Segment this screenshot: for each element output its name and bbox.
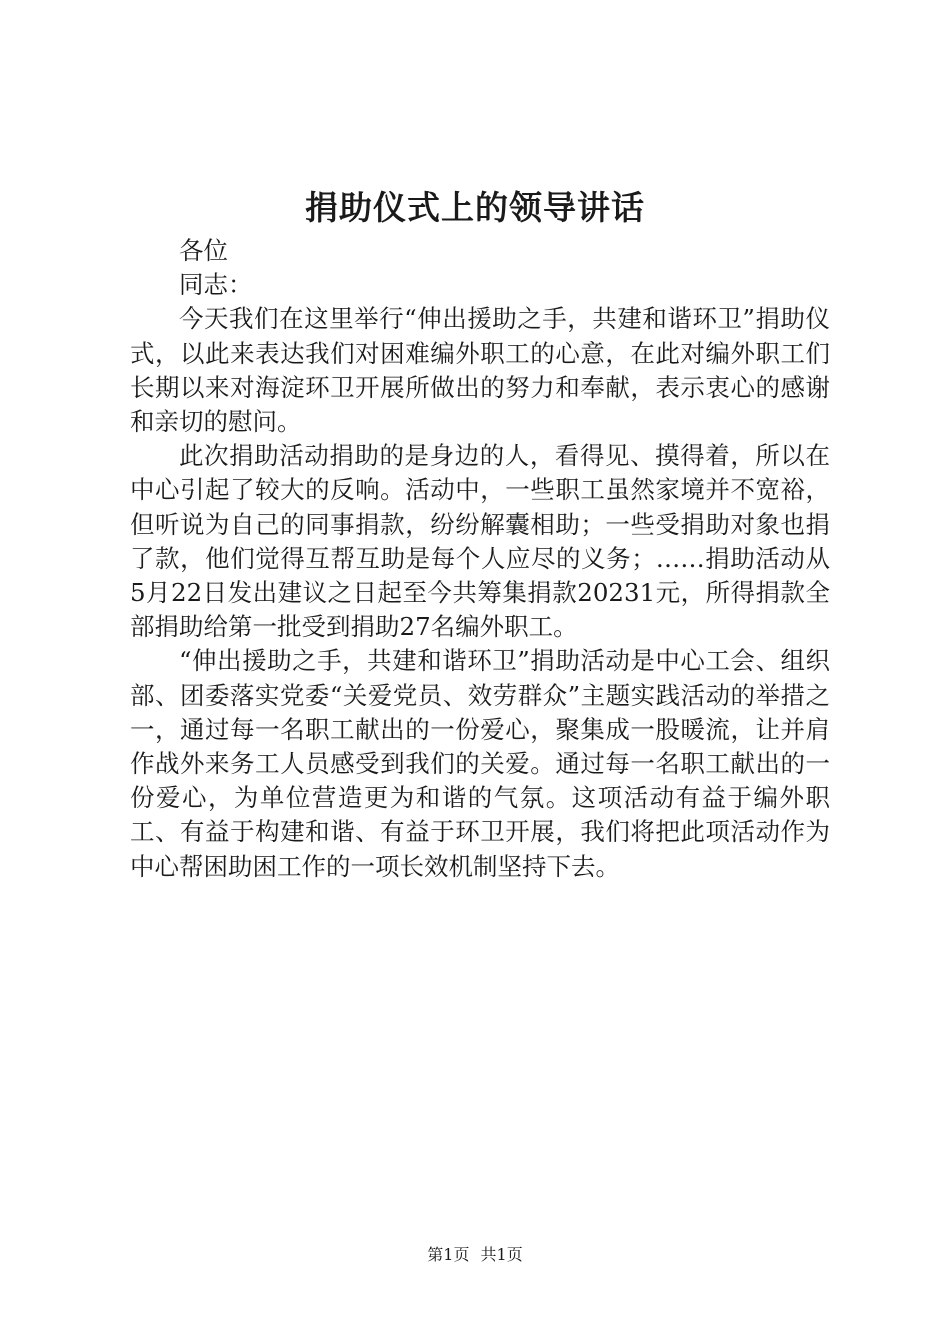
paragraph-3: “伸出援助之手，共建和谐环卫”捐助活动是中心工会、组织部、团委落实党委“关爱党员、效劳群众”主题实践活动的举措之一，通过每一名职工献出的一份爱心，聚集成一股暖流，让并肩作战外来务工人员感受到我们的关爱。通过每一名职工献出的一份爱心，为单位营造更为和谐的气氛。这项活动有益于编外职工、有益于构建和谐、有益于环卫开展，我们将把此项活动作为中心帮困助困工作的一项长效机制坚持下去。 — [130, 646, 830, 881]
paragraph-2: 此次捐助活动捐助的是身边的人，看得见、摸得着，所以在中心引起了较大的反响。活动中，一些职工虽然家境并不宽裕，但听说为自己的同事捐款，纷纷解囊相助；一些受捐助对象也捐了款，他们觉得互帮互助是每个人应尽的义务；……捐助活动从5月22日发出建议之日起至今共筹集捐款20231元，所得捐款全部捐助给第一批受到捐助27名编外职工。 — [130, 441, 830, 642]
page-number-total: 共1页 — [480, 1245, 523, 1264]
paragraph-1: 今天我们在这里举行“伸出援助之手，共建和谐环卫”捐助仪式，以此来表达我们对困难编外职工的心意，在此对编外职工们长期以来对海淀环卫开展所做出的努力和奉献，表示衷心的感谢和亲切的慰问。 — [130, 304, 830, 437]
salutation-line-1: 各位 — [179, 236, 228, 265]
page-footer — [0, 1244, 950, 1266]
page-number-current: 第1页 — [427, 1245, 470, 1264]
document-body — [130, 234, 830, 884]
document-title: 捐助仪式上的领导讲话 — [305, 188, 645, 227]
salutation-line-2: 同志： — [179, 270, 253, 300]
